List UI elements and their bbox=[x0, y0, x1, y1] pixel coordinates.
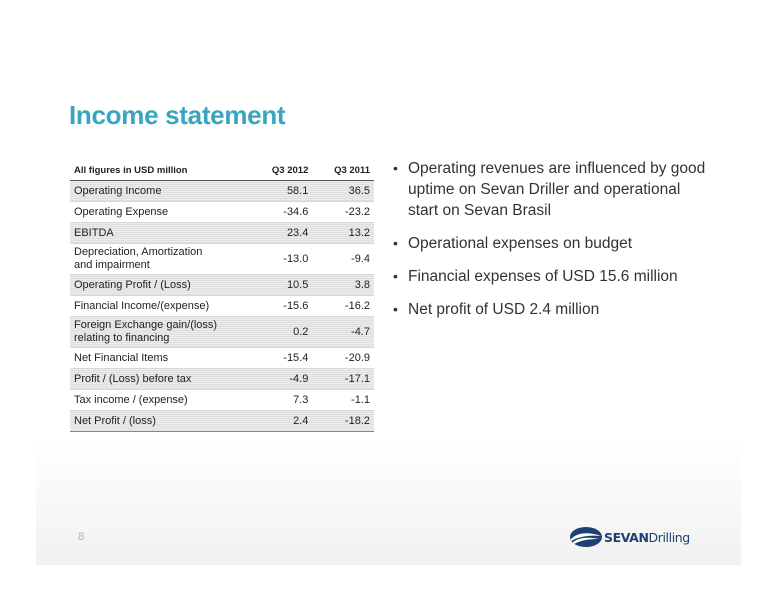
row-label: Net Profit / (loss) bbox=[70, 411, 251, 432]
header-q3-2011: Q3 2011 bbox=[312, 161, 374, 181]
page-number: 8 bbox=[78, 531, 85, 543]
cell-q3-2011: 13.2 bbox=[312, 223, 374, 244]
cell-q3-2011: -18.2 bbox=[312, 411, 374, 432]
cell-q3-2012: 10.5 bbox=[251, 275, 313, 296]
table-row bbox=[70, 369, 374, 390]
table-row bbox=[70, 223, 374, 244]
cell-q3-2011: -17.1 bbox=[312, 369, 374, 390]
row-label: Net Financial Items bbox=[70, 348, 251, 369]
bullet-dot-icon: • bbox=[393, 160, 398, 176]
row-label-line-2: and impairment bbox=[74, 259, 150, 271]
cell-q3-2012: -4.9 bbox=[251, 369, 313, 390]
bullet-text: Operational expenses on budget bbox=[408, 235, 633, 252]
income-statement-table bbox=[70, 161, 374, 432]
header-q3-2012: Q3 2012 bbox=[251, 161, 313, 181]
cell-q3-2012: -34.6 bbox=[251, 202, 313, 223]
bullet-dot-icon: • bbox=[393, 301, 398, 317]
cell-q3-2012: 0.2 bbox=[251, 317, 313, 348]
table-header-row bbox=[70, 161, 374, 181]
cell-q3-2012: 7.3 bbox=[251, 390, 313, 411]
page-title: Income statement bbox=[69, 100, 286, 130]
table-row bbox=[70, 390, 374, 411]
table-row bbox=[70, 202, 374, 223]
bullet-text: Net profit of USD 2.4 million bbox=[408, 301, 600, 318]
cell-q3-2011: -23.2 bbox=[312, 202, 374, 223]
row-label-line-2: relating to financing bbox=[74, 332, 170, 344]
row-label bbox=[70, 244, 251, 275]
sevan-drilling-logo bbox=[569, 524, 704, 550]
row-label: Operating Profit / (Loss) bbox=[70, 275, 251, 296]
row-label-line-1: Foreign Exchange gain/(loss) bbox=[74, 319, 218, 331]
cell-q3-2012: -15.6 bbox=[251, 296, 313, 317]
cell-q3-2012: -13.0 bbox=[251, 244, 313, 275]
table-row bbox=[70, 348, 374, 369]
row-label: Operating Expense bbox=[70, 202, 251, 223]
bullet-item bbox=[393, 233, 713, 254]
cell-q3-2011: -20.9 bbox=[312, 348, 374, 369]
logo-suffix: Drilling bbox=[648, 529, 690, 545]
table-row bbox=[70, 411, 374, 432]
row-label bbox=[70, 317, 251, 348]
bullet-dot-icon: • bbox=[393, 268, 398, 284]
table-row bbox=[70, 244, 374, 275]
cell-q3-2011: -4.7 bbox=[312, 317, 374, 348]
logo-brand: SEVAN bbox=[604, 529, 649, 545]
cell-q3-2011: -16.2 bbox=[312, 296, 374, 317]
cell-q3-2012: -15.4 bbox=[251, 348, 313, 369]
cell-q3-2012: 23.4 bbox=[251, 223, 313, 244]
cell-q3-2011: 3.8 bbox=[312, 275, 374, 296]
row-label: Tax income / (expense) bbox=[70, 390, 251, 411]
table-row bbox=[70, 275, 374, 296]
table-row bbox=[70, 317, 374, 348]
bullet-item bbox=[393, 266, 713, 287]
logo-wordmark bbox=[604, 530, 690, 545]
bullet-dot-icon: • bbox=[393, 235, 398, 251]
row-label-line-1: Depreciation, Amortization bbox=[74, 246, 203, 258]
table-row bbox=[70, 181, 374, 202]
bullet-text: Financial expenses of USD 15.6 million bbox=[408, 268, 678, 285]
row-label: Operating Income bbox=[70, 181, 251, 202]
row-label: Profit / (Loss) before tax bbox=[70, 369, 251, 390]
cell-q3-2011: 36.5 bbox=[312, 181, 374, 202]
summary-bullet-list bbox=[393, 158, 713, 332]
cell-q3-2011: -9.4 bbox=[312, 244, 374, 275]
sevan-wave-logo-icon bbox=[569, 526, 603, 548]
bullet-item bbox=[393, 158, 713, 221]
bullet-text: Operating revenues are influenced by good uptime on Sevan Driller and operational start on Sevan Brasil bbox=[408, 160, 706, 219]
header-label: All figures in USD million bbox=[70, 161, 251, 181]
bullet-item bbox=[393, 299, 713, 320]
row-label: EBITDA bbox=[70, 223, 251, 244]
row-label: Financial Income/(expense) bbox=[70, 296, 251, 317]
cell-q3-2011: -1.1 bbox=[312, 390, 374, 411]
cell-q3-2012: 2.4 bbox=[251, 411, 313, 432]
table-row bbox=[70, 296, 374, 317]
cell-q3-2012: 58.1 bbox=[251, 181, 313, 202]
